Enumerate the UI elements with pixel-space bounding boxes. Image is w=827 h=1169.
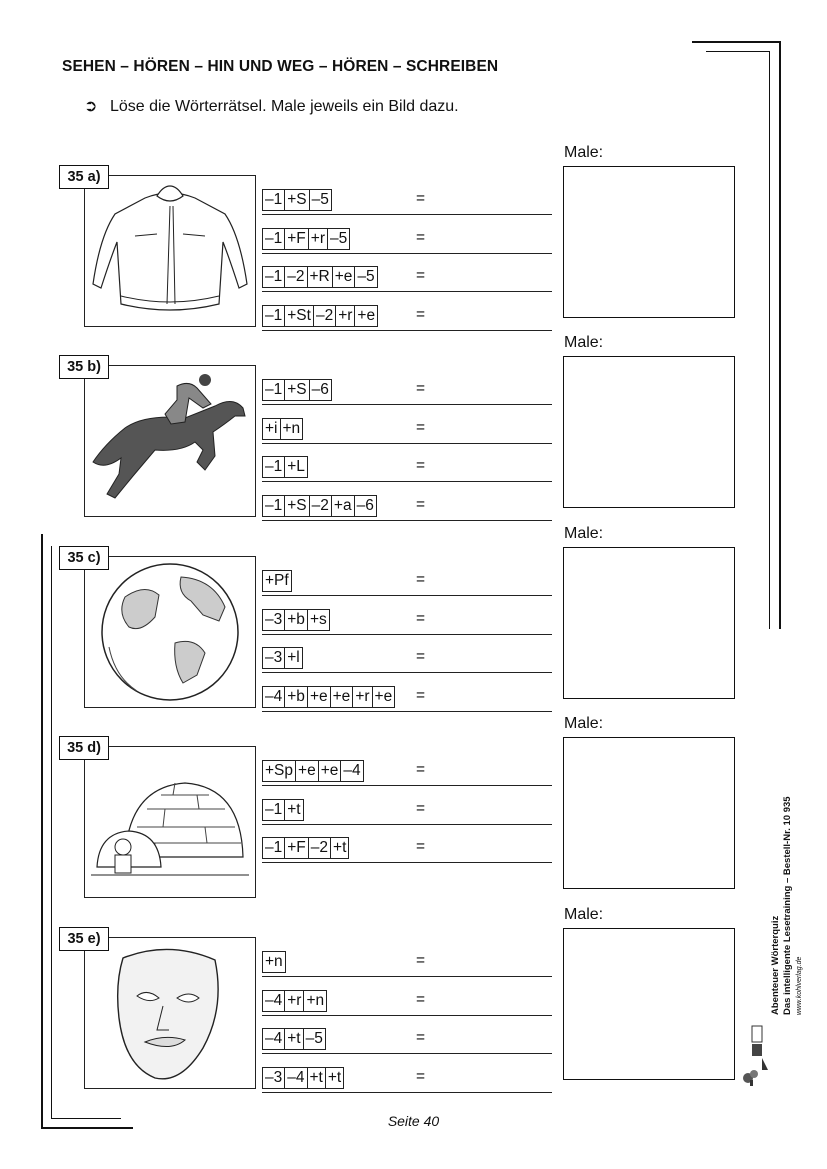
letter-token: –1: [263, 380, 285, 400]
letter-token: +L: [285, 457, 308, 477]
letter-token: +St: [285, 306, 314, 326]
answer-line[interactable]: [262, 672, 552, 673]
equals-sign: =: [416, 1067, 426, 1085]
equals-sign: =: [416, 305, 426, 323]
frame-line-top-right: [692, 41, 780, 43]
letter-token: +t: [285, 800, 303, 820]
letter-token: –5: [304, 1029, 326, 1049]
letter-token: –2: [310, 496, 332, 516]
equals-sign: =: [416, 418, 426, 436]
token-group: [262, 305, 378, 327]
globe-icon: [84, 556, 256, 708]
equals-sign: =: [416, 228, 426, 246]
drawing-box[interactable]: [563, 928, 735, 1080]
letter-token: –2: [285, 267, 307, 287]
answer-line[interactable]: [262, 711, 552, 712]
letter-token: –3: [263, 1068, 285, 1088]
token-group: [262, 760, 364, 782]
arrow-icon: ➲: [84, 98, 98, 115]
answer-line[interactable]: [262, 862, 552, 863]
equals-sign: =: [416, 686, 426, 704]
instruction: [84, 96, 459, 116]
token-group: [262, 686, 395, 708]
draw-label: Male:: [564, 334, 604, 351]
letter-token: –2: [309, 838, 331, 858]
exercise-label: 35 d): [59, 736, 109, 760]
token-group: [262, 189, 332, 211]
letter-token: –1: [263, 190, 285, 210]
letter-token: –3: [263, 648, 285, 668]
letter-token: +t: [285, 1029, 303, 1049]
answer-line[interactable]: [262, 785, 552, 786]
token-group: [262, 1067, 344, 1089]
drawing-box[interactable]: [563, 356, 735, 508]
draw-label: Male:: [564, 715, 604, 732]
letter-token: +F: [285, 229, 309, 249]
token-group: [262, 837, 349, 859]
answer-line[interactable]: [262, 330, 552, 331]
puzzle-row: [262, 686, 552, 708]
equals-sign: =: [416, 190, 426, 207]
letter-token: –5: [328, 229, 350, 249]
puzzle-row: [262, 760, 552, 782]
drawing-box[interactable]: [563, 166, 735, 318]
letter-token: +Pf: [263, 571, 292, 591]
frame-line-right-inner: [769, 51, 770, 629]
letter-token: –1: [263, 457, 285, 477]
letter-token: –1: [263, 306, 285, 326]
letter-token: –4: [263, 1029, 285, 1049]
letter-token: +b: [285, 610, 308, 630]
letter-token: +t: [326, 1068, 344, 1088]
letter-token: +S: [285, 380, 309, 400]
letter-token: –2: [314, 306, 336, 326]
equals-sign: =: [416, 990, 426, 1008]
letter-token: –1: [263, 496, 285, 516]
puzzle-row: [262, 647, 552, 669]
puzzle-row: [262, 990, 552, 1012]
frame-line-top-right-inner: [706, 51, 770, 52]
puzzle-row: [262, 609, 552, 631]
jacket-icon: [84, 175, 256, 327]
puzzle-row: [262, 951, 552, 973]
puzzle-row: [262, 495, 552, 517]
equals-sign: =: [416, 952, 426, 969]
instruction-text: Löse die Wörterrätsel. Male jeweils ein Bild dazu.: [110, 98, 459, 115]
letter-token: +n: [281, 419, 304, 439]
letter-token: –4: [285, 1068, 307, 1088]
letter-token: +e: [331, 687, 354, 707]
token-group: [262, 266, 378, 288]
letter-token: +S: [285, 496, 309, 516]
token-group: [262, 647, 303, 669]
token-group: [262, 951, 286, 973]
equals-sign: =: [416, 609, 426, 627]
answer-line[interactable]: [262, 634, 552, 635]
letter-token: +l: [285, 648, 303, 668]
puzzle-row: [262, 570, 552, 592]
letter-token: –5: [355, 267, 377, 287]
exercise-block: [0, 144, 827, 335]
letter-token: –1: [263, 838, 285, 858]
letter-token: +t: [308, 1068, 326, 1088]
exercise-block: [0, 906, 827, 1097]
answer-line[interactable]: [262, 1092, 552, 1093]
token-group: [262, 799, 304, 821]
puzzle-row: [262, 266, 552, 288]
letter-token: –1: [263, 267, 285, 287]
token-group: [262, 456, 308, 478]
letter-token: +e: [308, 687, 331, 707]
puzzle-row: [262, 379, 552, 401]
draw-label: Male:: [564, 525, 604, 542]
token-group: [262, 609, 330, 631]
puzzle-row: [262, 837, 552, 859]
letter-token: +e: [355, 306, 378, 326]
letter-token: –3: [263, 610, 285, 630]
side-publisher-text: [770, 755, 803, 1015]
kohl-logo-icon: [738, 1022, 772, 1086]
drawing-box[interactable]: [563, 737, 735, 889]
igloo-icon: [84, 746, 256, 898]
frame-line-right-outer: [779, 41, 781, 629]
letter-token: +t: [331, 838, 349, 858]
side-text-line2: Das intelligente Lesetraining – Bestell-Nr. 10 935: [782, 796, 793, 1015]
mask-icon: [84, 937, 256, 1089]
letter-token: –6: [355, 496, 377, 516]
letter-token: +s: [308, 610, 330, 630]
page-number: Seite 40: [387, 1113, 440, 1129]
equals-sign: =: [416, 799, 426, 817]
answer-line[interactable]: [262, 214, 552, 215]
equals-sign: =: [416, 380, 426, 397]
exercise-label: 35 e): [59, 927, 109, 951]
puzzle-row: [262, 305, 552, 327]
drawing-box[interactable]: [563, 547, 735, 699]
letter-token: +Sp: [263, 761, 296, 781]
letter-token: +e: [296, 761, 319, 781]
answer-line[interactable]: [262, 520, 552, 521]
exercise-block: [0, 334, 827, 525]
equals-sign: =: [416, 457, 426, 474]
puzzle-row: [262, 189, 552, 211]
letter-token: +i: [263, 419, 281, 439]
answer-line[interactable]: [262, 253, 552, 254]
answer-line[interactable]: [262, 1015, 552, 1016]
answer-line[interactable]: [262, 404, 552, 405]
equals-sign: =: [416, 648, 426, 665]
letter-token: +r: [336, 306, 355, 326]
equals-sign: =: [416, 495, 426, 513]
letter-token: –1: [263, 229, 285, 249]
equals-sign: =: [416, 571, 426, 588]
letter-token: +F: [285, 838, 309, 858]
token-group: [262, 228, 350, 250]
letter-token: –1: [263, 800, 285, 820]
answer-line[interactable]: [262, 481, 552, 482]
token-group: [262, 379, 332, 401]
letter-token: +S: [285, 190, 309, 210]
side-text-line1: Abenteuer Wörterquiz: [770, 915, 781, 1015]
letter-token: +e: [373, 687, 396, 707]
exercise-label: 35 c): [59, 546, 109, 570]
answer-line[interactable]: [262, 443, 552, 444]
exercise-label: 35 a): [59, 165, 109, 189]
puzzle-row: [262, 1028, 552, 1050]
equals-sign: =: [416, 761, 426, 778]
letter-token: +a: [332, 496, 355, 516]
draw-label: Male:: [564, 144, 604, 161]
token-group: [262, 990, 327, 1012]
letter-token: +n: [304, 991, 327, 1011]
equals-sign: =: [416, 267, 426, 284]
exercise-block: [0, 525, 827, 716]
letter-token: –4: [263, 687, 285, 707]
answer-line[interactable]: [262, 595, 552, 596]
letter-token: +r: [309, 229, 328, 249]
letter-token: –4: [263, 991, 285, 1011]
letter-token: +e: [333, 267, 356, 287]
answer-line[interactable]: [262, 976, 552, 977]
equals-sign: =: [416, 838, 426, 855]
letter-token: –4: [341, 761, 363, 781]
token-group: [262, 495, 377, 517]
horse-jumping-icon: [84, 365, 256, 517]
letter-token: –5: [310, 190, 332, 210]
letter-token: +R: [308, 267, 333, 287]
answer-line[interactable]: [262, 1053, 552, 1054]
letter-token: +r: [353, 687, 372, 707]
draw-label: Male:: [564, 906, 604, 923]
exercise-block: [0, 715, 827, 906]
answer-line[interactable]: [262, 824, 552, 825]
equals-sign: =: [416, 1029, 426, 1046]
puzzle-row: [262, 799, 552, 821]
exercise-label: 35 b): [59, 355, 109, 379]
token-group: [262, 1028, 326, 1050]
token-group: [262, 418, 303, 440]
letter-token: +b: [285, 687, 308, 707]
letter-token: +r: [285, 991, 304, 1011]
answer-line[interactable]: [262, 291, 552, 292]
token-group: [262, 570, 292, 592]
letter-token: +e: [319, 761, 342, 781]
side-text-url: www.kohlverlag.de: [796, 956, 803, 1015]
puzzle-row: [262, 1067, 552, 1089]
puzzle-row: [262, 228, 552, 250]
puzzle-row: [262, 456, 552, 478]
letter-token: +n: [263, 952, 286, 972]
page-title: SEHEN – HÖREN – HIN UND WEG – HÖREN – SCHREIBEN: [62, 58, 499, 75]
puzzle-row: [262, 418, 552, 440]
letter-token: –6: [310, 380, 332, 400]
